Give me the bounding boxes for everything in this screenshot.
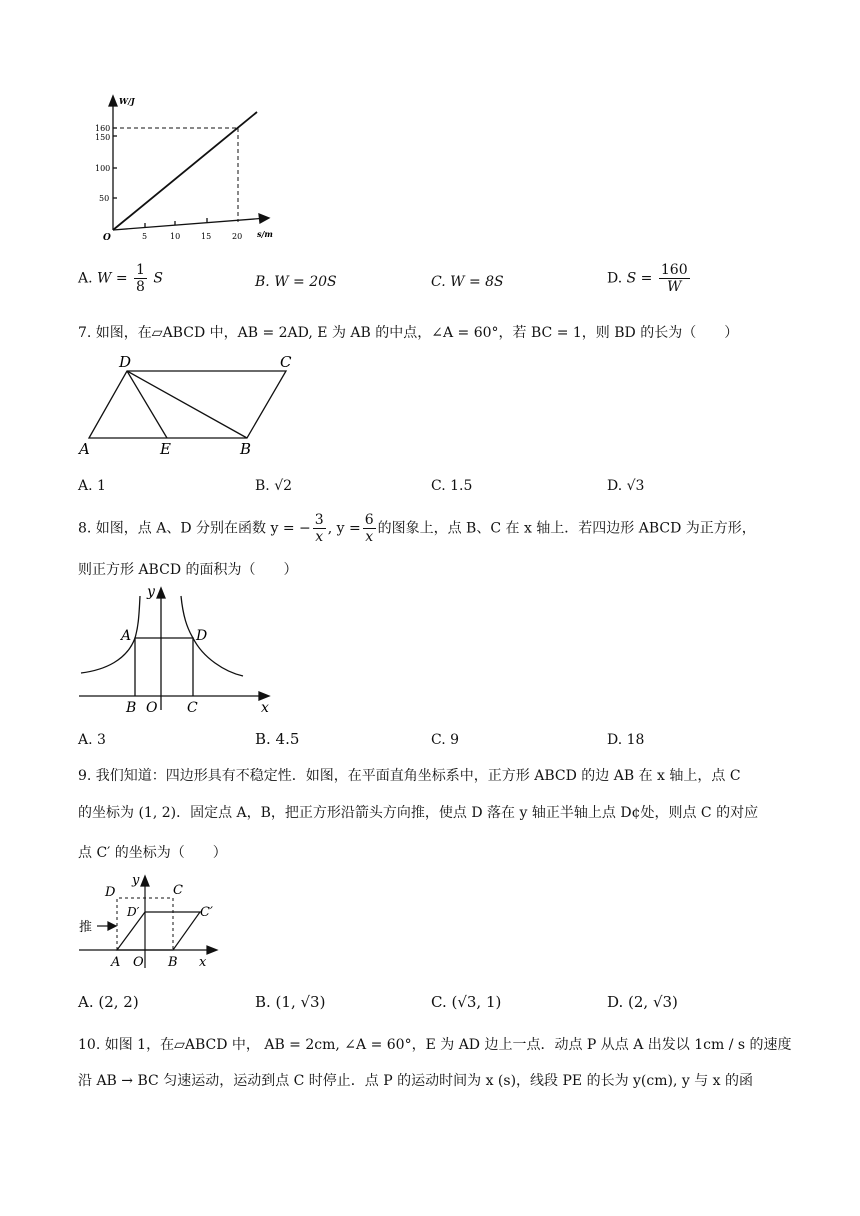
graph-y-tick: 160 — [95, 124, 111, 133]
q8-option-d[interactable]: D. 18 — [607, 732, 645, 748]
q8-option-b[interactable]: B. 4.5 — [255, 730, 300, 748]
svg-text:C′: C′ — [200, 905, 213, 920]
svg-text:E: E — [160, 440, 171, 458]
svg-text:C: C — [280, 353, 292, 371]
q9-option-a[interactable]: A. (2, 2) — [78, 993, 139, 1011]
svg-text:O: O — [133, 955, 144, 970]
svg-text:D: D — [196, 628, 208, 644]
graph-y-label: W/J — [119, 96, 135, 106]
svg-text:A: A — [121, 628, 132, 644]
q6-option-c[interactable]: C. W = 8S — [431, 274, 504, 290]
svg-text:x: x — [261, 700, 269, 716]
q7-option-c[interactable]: C. 1.5 — [431, 478, 473, 494]
graph-x-tick: 20 — [232, 232, 243, 241]
fraction: $\frac{6}{x}$ — [364, 512, 374, 545]
q8-option-c[interactable]: C. 9 — [431, 732, 460, 748]
q10-line1: 10. 如图 1，在▱ABCD 中， AB = 2cm, ∠A = 60°，E 为 AD 边上一点．动点 P 从点 A 出发以 1cm / s 的速度 — [78, 1037, 792, 1053]
q9-line1: 9. 我们知道：四边形具有不稳定性．如图，在平面直角坐标系中，正方形 ABCD 的边 AB 在 x 轴上，点 C — [78, 768, 741, 784]
q10-line2: 沿 AB → BC 匀速运动，运动到点 C 时停止．点 P 的运动时间为 x (s)，线段 PE 的长为 y(cm), y 与 x 的函 — [78, 1073, 754, 1089]
fraction: $\frac{160}{W}$ — [660, 262, 688, 295]
q7-option-b[interactable]: B. √2 — [255, 478, 293, 494]
graph-origin: O — [103, 233, 111, 243]
svg-text:推: 推 — [79, 920, 93, 935]
svg-text:D: D — [119, 353, 132, 371]
q9-option-b[interactable]: B. (1, √3) — [255, 993, 326, 1011]
q9-figure — [75, 870, 225, 976]
graph-y-tick: 150 — [95, 133, 111, 142]
q8-line1: 8. 如图，点 A、D 分别在函数 y = − $\frac{3}{x}$ , y = $\frac{6}{x}$ 的图象上，点 B、C 在 x 轴上．若四边形 ABCD 为正方形， — [78, 512, 756, 545]
svg-text:C: C — [187, 700, 198, 716]
svg-text:D: D — [105, 885, 116, 900]
svg-text:D′: D′ — [127, 905, 140, 919]
svg-text:y: y — [132, 873, 140, 888]
graph-y-tick: 50 — [99, 194, 110, 203]
svg-text:B: B — [168, 955, 178, 970]
graph-x-tick: 10 — [170, 232, 181, 241]
svg-text:C: C — [173, 883, 183, 898]
q7-option-d[interactable]: D. √3 — [607, 478, 645, 494]
fraction: $\frac{1}{8}$ — [136, 262, 145, 295]
svg-text:O: O — [146, 700, 158, 716]
q8-line2: 则正方形 ABCD 的面积为（ ） — [78, 562, 298, 578]
graph-x-label: s/m — [257, 229, 273, 239]
svg-text:x: x — [199, 955, 207, 970]
q6-graph — [95, 90, 295, 250]
svg-text:A: A — [79, 440, 90, 458]
q8-option-a[interactable]: A. 3 — [78, 732, 106, 748]
graph-x-tick: 15 — [201, 232, 212, 241]
q9-option-c[interactable]: C. (√3, 1) — [431, 993, 502, 1011]
fraction: $\frac{3}{x}$ — [314, 512, 324, 545]
svg-text:A: A — [111, 955, 121, 970]
q7-text: 7. 如图，在▱ABCD 中，AB = 2AD, E 为 AB 的中点，∠A = 60°，若 BC = 1，则 BD 的长为（ ） — [78, 325, 739, 341]
q7-option-a[interactable]: A. 1 — [78, 478, 106, 494]
q7-figure — [75, 350, 305, 460]
q6-option-b[interactable]: B. W = 20S — [255, 274, 337, 290]
q9-option-d[interactable]: D. (2, √3) — [607, 993, 678, 1011]
q9-line3: 点 C′ 的坐标为（ ） — [78, 845, 227, 861]
svg-text:y: y — [147, 584, 155, 600]
q8-figure — [75, 582, 275, 718]
q6-option-a[interactable]: A. W = $\frac{1}{8}$ S — [78, 262, 164, 295]
q9-line2: 的坐标为 (1, 2)．固定点 A，B，把正方形沿箭头方向推，使点 D 落在 y 轴正半轴上点 D¢处，则点 C 的对应 — [78, 805, 759, 821]
q6-option-d[interactable]: D. S = $\frac{160}{W}$ — [607, 262, 688, 295]
graph-y-tick: 100 — [95, 164, 111, 173]
svg-text:B: B — [126, 700, 137, 716]
graph-x-tick: 5 — [142, 232, 148, 241]
svg-text:B: B — [240, 440, 252, 458]
